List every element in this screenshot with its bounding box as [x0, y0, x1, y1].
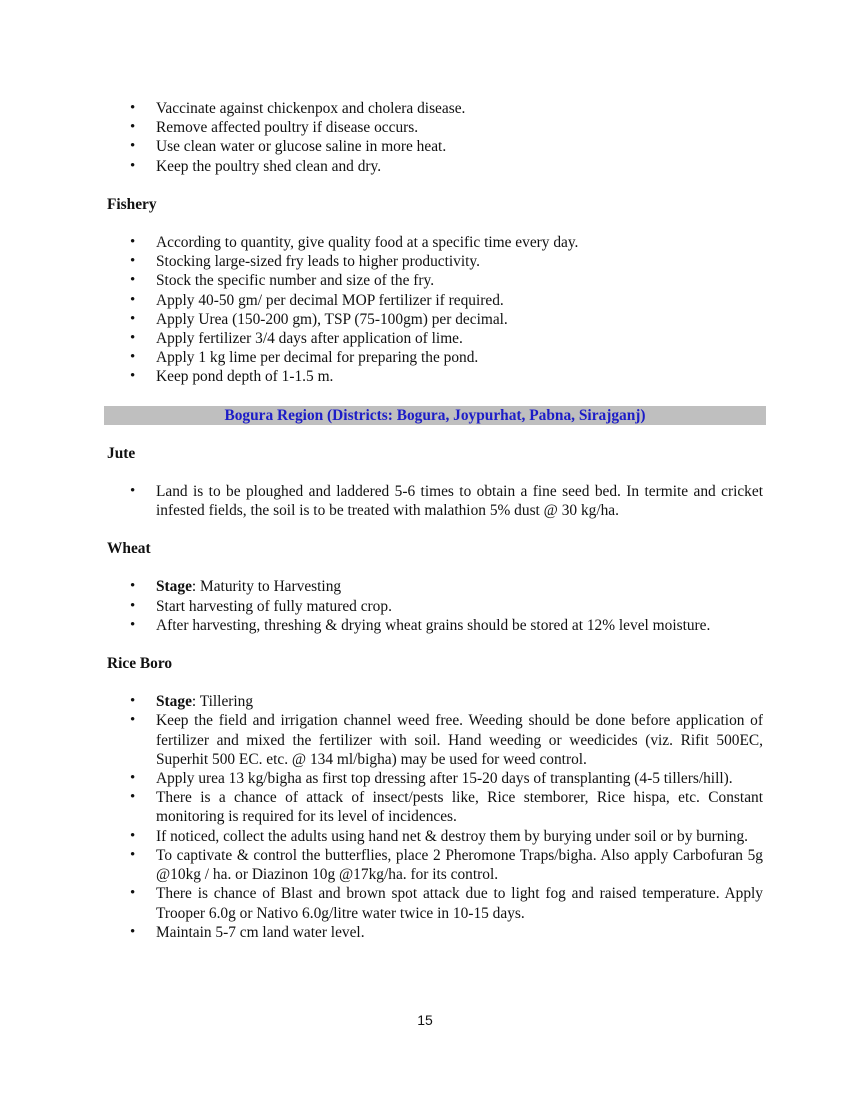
wheat-heading: Wheat	[107, 540, 151, 558]
list-item: • After harvesting, threshing & drying wheat grains should be stored at 12% level moisture.	[107, 616, 763, 635]
list-item: • Vaccinate against chickenpox and cholera disease.	[107, 99, 763, 118]
list-item: • Land is to be ploughed and laddered 5-6 times to obtain a fine seed bed. In termite and cricket infested fields, the soil is to be treated with malathion 5% dust @ 30 kg/ha.	[107, 482, 763, 520]
stage-value: : Tillering	[191, 693, 254, 711]
rice-boro-heading: Rice Boro	[107, 655, 173, 673]
document-page	[107, 99, 763, 942]
list-item: • Stock the specific number and size of the fry.	[107, 271, 763, 290]
wheat-list	[107, 577, 763, 635]
stage-value: : Maturity to Harvesting	[191, 578, 342, 596]
region-banner: Bogura Region (Districts: Bogura, Joypurhat, Pabna, Sirajganj)	[104, 406, 766, 425]
list-item: • There is a chance of attack of insect/pests like, Rice stemborer, Rice hispa, etc. Constant monitoring is required for its level of incidences.	[107, 788, 763, 826]
list-item: • Apply 1 kg lime per decimal for preparing the pond.	[107, 348, 763, 367]
rice-boro-list	[107, 692, 763, 942]
page-number: 15	[417, 1012, 433, 1028]
poultry-list	[107, 99, 763, 176]
list-item: • Remove affected poultry if disease occurs.	[107, 118, 763, 137]
list-item: • Use clean water or glucose saline in more heat.	[107, 137, 763, 156]
list-item: • Apply fertilizer 3/4 days after application of lime.	[107, 329, 763, 348]
list-item: • Apply 40-50 gm/ per decimal MOP fertilizer if required.	[107, 291, 763, 310]
list-item: • Stocking large-sized fry leads to higher productivity.	[107, 252, 763, 271]
list-item: • Apply urea 13 kg/bigha as first top dressing after 15-20 days of transplanting (4-5 tillers/hill).	[107, 769, 763, 788]
list-item: • Keep pond depth of 1-1.5 m.	[107, 367, 763, 386]
stage-item	[107, 692, 763, 711]
stage-label: Stage	[156, 578, 192, 596]
stage-item	[107, 577, 763, 596]
list-item: • Keep the field and irrigation channel weed free. Weeding should be done before application of fertilizer and mixed the fertilizer with soil. Hand weeding or weedicides (viz. Rifit 500EC, Superhit 500 EC. etc. @ 134 ml/bigha) may be used for weed control.	[107, 711, 763, 769]
list-item: • Start harvesting of fully matured crop.	[107, 597, 763, 616]
jute-list	[107, 482, 763, 520]
fishery-list	[107, 233, 763, 387]
list-item: • To captivate & control the butterflies, place 2 Pheromone Traps/bigha. Also apply Carbofuran 5g @10kg / ha. or Diazinon 10g @17kg/ha. for its control.	[107, 846, 763, 884]
list-item: • Apply Urea (150-200 gm), TSP (75-100gm) per decimal.	[107, 310, 763, 329]
list-item: • According to quantity, give quality food at a specific time every day.	[107, 233, 763, 252]
list-item: • Keep the poultry shed clean and dry.	[107, 157, 763, 176]
fishery-heading: Fishery	[107, 195, 157, 213]
stage-label: Stage	[156, 693, 192, 711]
jute-heading: Jute	[107, 444, 136, 462]
list-item: • If noticed, collect the adults using hand net & destroy them by burying under soil or by burning.	[107, 827, 763, 846]
list-item: • There is chance of Blast and brown spot attack due to light fog and raised temperature. Apply Trooper 6.0g or Nativo 6.0g/litre water twice in 10-15 days.	[107, 884, 763, 922]
list-item: • Maintain 5-7 cm land water level.	[107, 923, 763, 942]
